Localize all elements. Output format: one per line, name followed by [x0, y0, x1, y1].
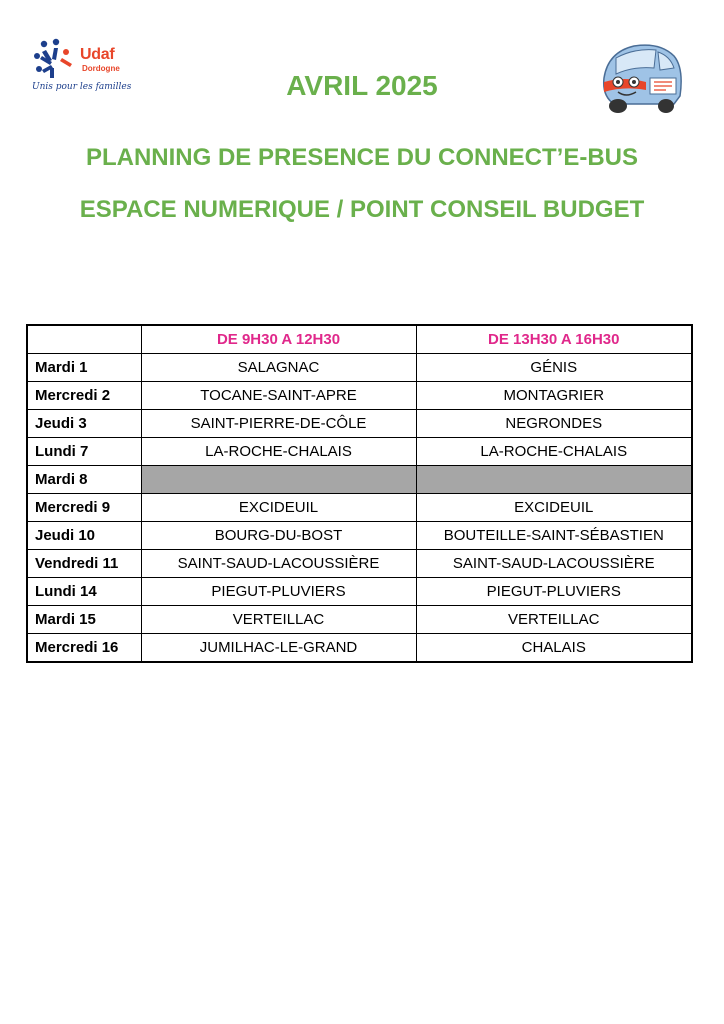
row-day: Mercredi 16	[27, 634, 141, 663]
logo-tagline: Unis pour les familles	[32, 82, 132, 92]
row-morning-location: SAINT-SAUD-LACOUSSIÈRE	[141, 550, 416, 578]
table-row	[27, 354, 692, 382]
row-afternoon-location: PIEGUT-PLUVIERS	[416, 578, 692, 606]
row-morning-location: JUMILHAC-LE-GRAND	[141, 634, 416, 663]
row-morning-location: TOCANE-SAINT-APRE	[141, 382, 416, 410]
row-day: Vendredi 11	[27, 550, 141, 578]
table-row	[27, 578, 692, 606]
page-subtitle: ESPACE NUMERIQUE / POINT CONSEIL BUDGET	[79, 196, 645, 223]
row-afternoon-location: VERTEILLAC	[416, 606, 692, 634]
row-day: Mercredi 2	[27, 382, 141, 410]
row-morning-location: PIEGUT-PLUVIERS	[141, 578, 416, 606]
table-row	[27, 522, 692, 550]
table-row	[27, 606, 692, 634]
row-morning-location: VERTEILLAC	[141, 606, 416, 634]
row-morning-closed	[141, 466, 416, 494]
row-afternoon-location: GÉNIS	[416, 354, 692, 382]
logo-subbrand: Dordogne	[82, 64, 120, 73]
row-day: Lundi 7	[27, 438, 141, 466]
header-day-column	[27, 325, 141, 354]
row-afternoon-location: LA-ROCHE-CHALAIS	[416, 438, 692, 466]
logo-brand: Udaf	[80, 46, 115, 63]
row-day: Jeudi 10	[27, 522, 141, 550]
page-title: PLANNING DE PRESENCE DU CONNECT’E-BUS	[85, 144, 639, 171]
table-row	[27, 382, 692, 410]
row-afternoon-location: SAINT-SAUD-LACOUSSIÈRE	[416, 550, 692, 578]
month-title: AVRIL 2025	[286, 70, 438, 101]
table-row	[27, 634, 692, 663]
row-afternoon-location: MONTAGRIER	[416, 382, 692, 410]
row-morning-location: LA-ROCHE-CHALAIS	[141, 438, 416, 466]
header-afternoon-slot: DE 13H30 A 16H30	[416, 325, 692, 354]
row-day: Mardi 1	[27, 354, 141, 382]
row-morning-location: SALAGNAC	[141, 354, 416, 382]
row-afternoon-closed	[416, 466, 692, 494]
row-day: Mardi 15	[27, 606, 141, 634]
header-morning-slot: DE 9H30 A 12H30	[141, 325, 416, 354]
row-morning-location: EXCIDEUIL	[141, 494, 416, 522]
row-day: Jeudi 3	[27, 410, 141, 438]
row-day: Lundi 14	[27, 578, 141, 606]
row-morning-location: BOURG-DU-BOST	[141, 522, 416, 550]
table-row	[27, 410, 692, 438]
row-day: Mardi 8	[27, 466, 141, 494]
row-day: Mercredi 9	[27, 494, 141, 522]
table-row-closed	[27, 466, 692, 494]
schedule-table	[26, 324, 693, 663]
table-header-row	[27, 325, 692, 354]
table-row	[27, 494, 692, 522]
row-morning-location: SAINT-PIERRE-DE-CÔLE	[141, 410, 416, 438]
row-afternoon-location: BOUTEILLE-SAINT-SÉBASTIEN	[416, 522, 692, 550]
table-row	[27, 550, 692, 578]
row-afternoon-location: CHALAIS	[416, 634, 692, 663]
row-afternoon-location: EXCIDEUIL	[416, 494, 692, 522]
table-row	[27, 438, 692, 466]
row-afternoon-location: NEGRONDES	[416, 410, 692, 438]
